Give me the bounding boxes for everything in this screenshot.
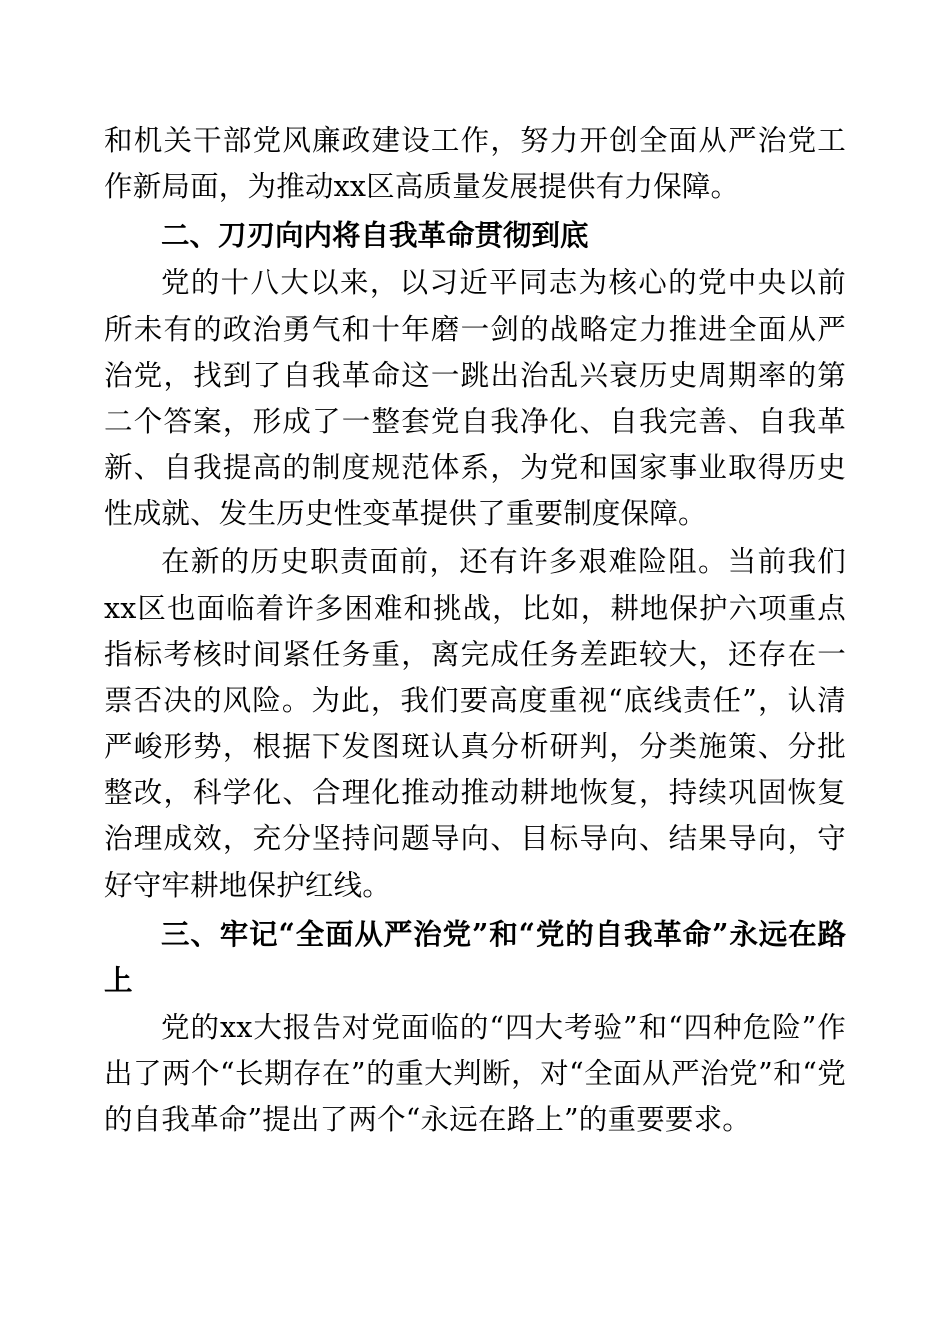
document-body bbox=[104, 118, 846, 1143]
section-heading-two: 二、刀刃向内将自我革命贯彻到底 bbox=[161, 218, 589, 253]
paragraph-continuation: 和机关干部党风廉政建设工作，努力开创全面从严治党工作新局面，为推动xx区高质量发展提供有力保障。 bbox=[104, 124, 846, 204]
paragraph-section-two-second: 在新的历史职责面前，还有许多艰难险阻。当前我们xx区也面临着许多困难和挑战，比如，耕地保护六项重点指标考核时间紧任务重，离完成任务差距较大，还存在一票否决的风险。为此，我们要高度重视“底线责任”，认清严峻形势，根据下发图斑认真分析研判，分类施策、分批整改，科学化、合理化推动推动耕地恢复，持续巩固恢复治理成效，充分坚持问题导向、目标导向、结果导向，守好守牢耕地保护红线。 bbox=[104, 545, 846, 902]
section-heading-three: 三、牢记“全面从严治党”和“党的自我革命”永远在路上 bbox=[104, 916, 846, 997]
paragraph-section-two-first: 党的十八大以来，以习近平同志为核心的党中央以前所未有的政治勇气和十年磨一剑的战略定力推进全面从严治党，找到了自我革命这一跳出治乱兴衰历史周期率的第二个答案，形成了一整套党自我净化、自我完善、自我革新、自我提高的制度规范体系，为党和国家事业取得历史性成就、发生历史性变革提供了重要制度保障。 bbox=[104, 266, 846, 531]
paragraph-section-three-first: 党的xx大报告对党面临的“四大考验”和“四种危险”作出了两个“长期存在”的重大判断，对“全面从严治党”和“党的自我革命”提出了两个“永远在路上”的重要要求。 bbox=[104, 1010, 846, 1137]
